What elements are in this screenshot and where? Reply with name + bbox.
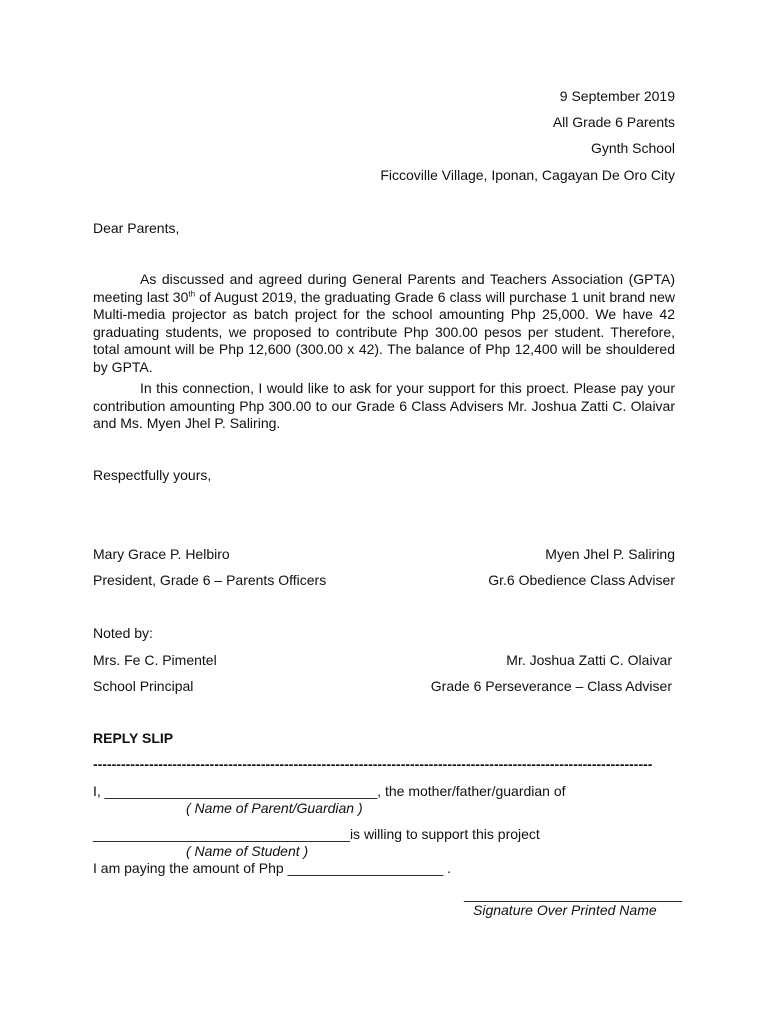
signatory-right-title: Gr.6 Obedience Class Adviser <box>488 572 675 588</box>
reply-caption-parent: ( Name of Parent/Guardian ) <box>186 800 363 816</box>
noted-label: Noted by: <box>93 625 153 641</box>
letter-school: Gynth School <box>590 140 675 156</box>
reply-caption-student: ( Name of Student ) <box>186 843 309 859</box>
letter-recipient: All Grade 6 Parents <box>552 114 675 130</box>
closing: Respectfully yours, <box>93 467 212 483</box>
signatory-right-name: Myen Jhel P. Saliring <box>545 546 675 562</box>
reply-line-student: _________________________________is willing to support this project <box>93 826 540 842</box>
p1-sup: th <box>188 288 196 298</box>
p2-text: In this connection, I would like to ask for your support for this proect. Please pay your contribution amounting Php 300.00 to our Grade 6 Class Advisers Mr. Joshua Zatti C. Olaivar and Ms. Myen Jhel P. Saliring. <box>93 380 675 432</box>
body-paragraph-2 <box>93 380 675 433</box>
signatory-left-name: Mary Grace P. Helbiro <box>93 546 230 562</box>
letter-date: 9 September 2019 <box>559 88 675 104</box>
reply-slip-separator: ------------------------------------------------------------------------------------------------------------------------ <box>93 756 653 772</box>
salutation: Dear Parents, <box>93 220 180 236</box>
body-paragraph-1 <box>93 271 675 377</box>
signature-caption: Signature Over Printed Name <box>473 902 657 918</box>
signatory-left-title: President, Grade 6 – Parents Officers <box>93 572 327 588</box>
noted-right-title: Grade 6 Perseverance – Class Adviser <box>430 678 672 694</box>
p1-start: As discussed and agreed during General Parents and Teachers Association (GPTA) meeting last 30 <box>93 271 675 305</box>
noted-left-title: School Principal <box>93 678 194 694</box>
noted-right-name: Mr. Joshua Zatti C. Olaivar <box>506 652 672 668</box>
reply-slip-title: REPLY SLIP <box>93 730 174 746</box>
reply-line-parent: I, ___________________________________, the mother/father/guardian of <box>93 783 566 799</box>
signature-line: ____________________________ <box>464 886 683 902</box>
p1-rest: of August 2019, the graduating Grade 6 class will purchase 1 unit brand new Multi-media projector as batch project for the school amounting Php 25,000. We have 42 graduating students, we proposed to contribute Php 300.00 pesos per student. Therefore, total amount will be Php 12,600 (300.00 x 42). The balance of Php 12,400 will be shouldered by GPTA. <box>93 288 675 375</box>
letter-address: Ficcoville Village, Iponan, Cagayan De Oro City <box>380 167 675 183</box>
reply-line-amount: I am paying the amount of Php ____________________ . <box>93 860 452 876</box>
noted-left-name: Mrs. Fe C. Pimentel <box>93 652 217 668</box>
